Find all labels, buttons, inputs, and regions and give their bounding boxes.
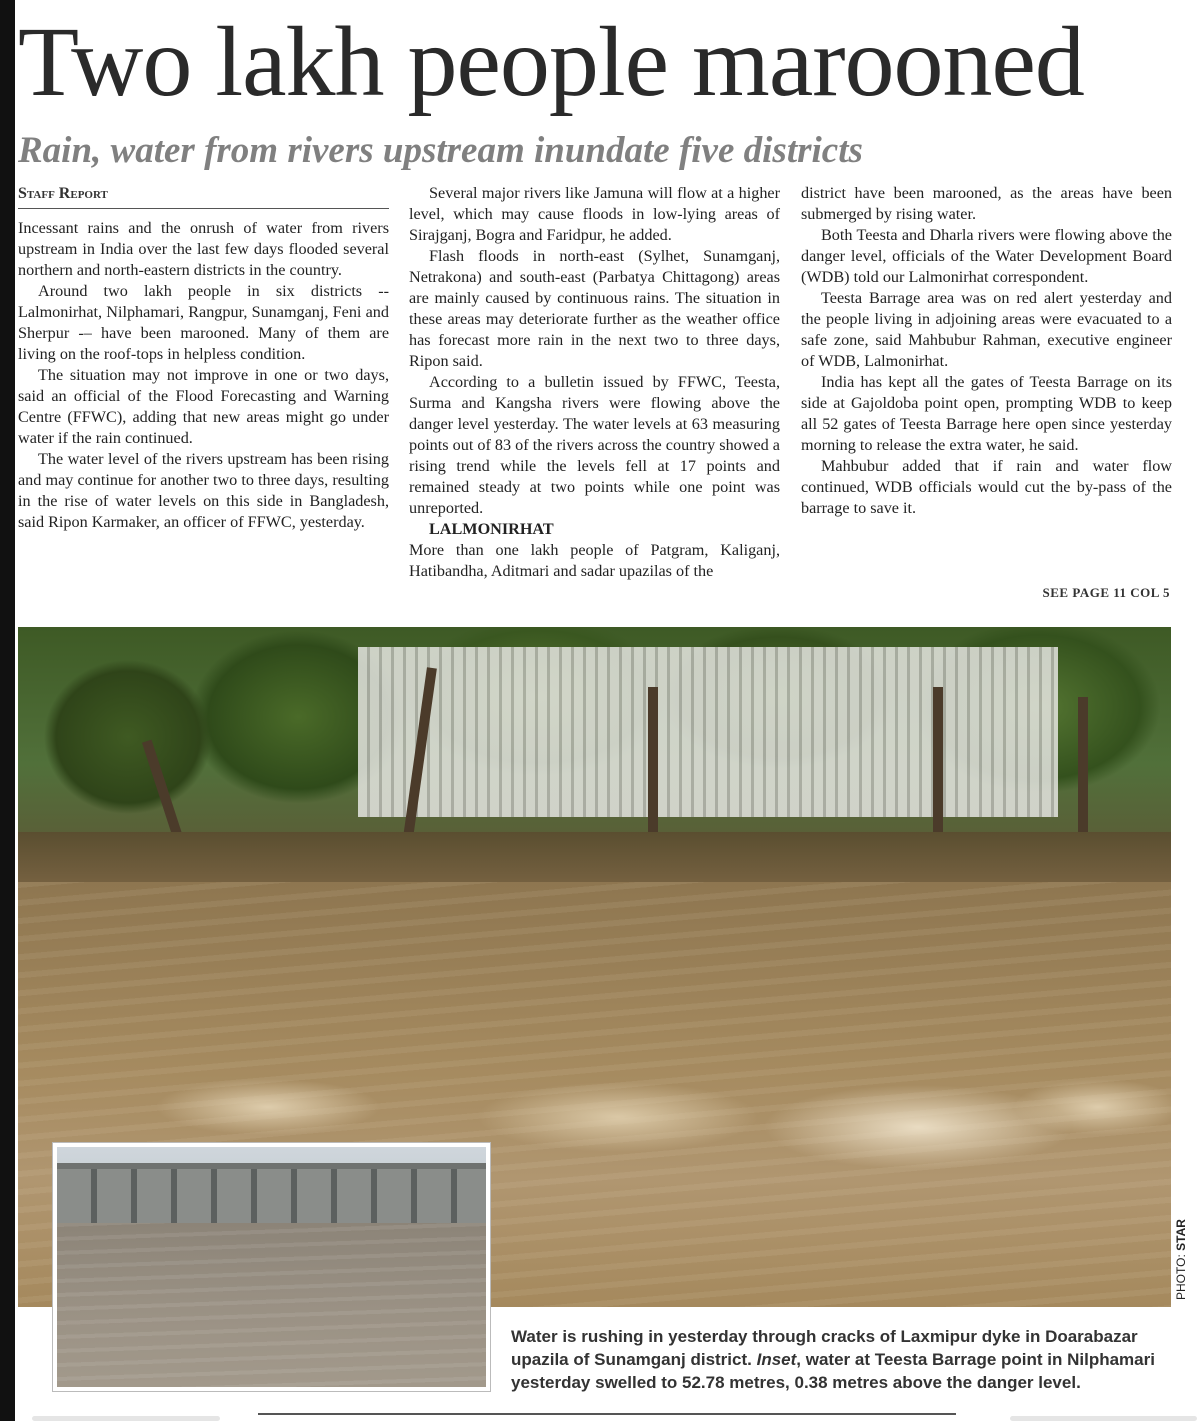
- photo-fence: [358, 647, 1058, 817]
- paragraph-continuation: district have been marooned, as the areas have been submerged by rising water.: [801, 184, 1172, 223]
- paragraph: Several major rivers like Jamuna will flow at a higher level, which may cause floods in low-lying areas of Sirajganj, Bogra and Faridpur, he added.: [409, 184, 780, 244]
- dateline: LALMONIRHAT: [429, 520, 554, 538]
- byline: Staff Report: [18, 183, 389, 209]
- bottom-divider: [32, 1416, 220, 1421]
- subheadline: Rain, water from rivers upstream inundate five districts: [18, 130, 863, 171]
- paragraph: Mahbubur added that if rain and water flow continued, WDB officials would cut the by-pass of the barrage to save it.: [801, 457, 1172, 517]
- paragraph: Teesta Barrage area was on red alert yesterday and the people living in adjoining areas were evacuated to a safe zone, said Mahbubur Rahman, executive engineer of WDB, Lalmonirhat.: [801, 289, 1172, 370]
- inset-photo: [53, 1143, 490, 1391]
- headline: Two lakh people marooned: [18, 6, 1084, 117]
- photo-credit-prefix: PHOTO:: [1174, 1250, 1188, 1300]
- bottom-divider: [1010, 1416, 1197, 1421]
- paragraph: Both Teesta and Dharla rivers were flowing above the danger level, officials of the Water Development Board (WDB) told our Lalmonirhat correspondent.: [801, 226, 1172, 286]
- inset-water: [57, 1223, 490, 1391]
- barrage-gates: [57, 1169, 490, 1223]
- paragraph: Flash floods in north-east (Sylhet, Sunamganj, Netrakona) and south-east (Parbatya Chittagong) areas are mainly caused by continuous rains. The situation in these areas may deteriorate further as the weather office has forecast more rain in the next two to three days, Ripon said.: [409, 247, 780, 370]
- jump-line: SEE PAGE 11 COL 5: [1042, 585, 1170, 600]
- paragraph: Incessant rains and the onrush of water from rivers upstream in India over the last few days flooded several northern and north-eastern districts in the country.: [18, 219, 389, 279]
- paragraph: The water level of the rivers upstream has been rising and may continue for another two to three days, resulting in the rise of water levels on this side in Bangladesh, said Ripon Karmaker, an officer of FFWC, yesterday.: [18, 450, 389, 531]
- paragraph: India has kept all the gates of Teesta Barrage on its side at Gajoldoba point open, prompting WDB to keep all 52 gates of Teesta Barrage here open since yesterday morning to release the extra water, he said.: [801, 373, 1172, 454]
- paragraph: The situation may not improve in one or two days, said an official of the Flood Forecasting and Warning Centre (FFWC), adding that new areas might go under water if the rain continued.: [18, 366, 389, 447]
- photo-credit: [1174, 1200, 1194, 1300]
- paragraph: Around two lakh people in six districts -- Lalmonirhat, Nilphamari, Rangpur, Sunamganj, Feni and Sherpur -– have been marooned. Many of them are living on the roof-tops in helpless condition.: [18, 282, 389, 363]
- article-column-2: [409, 183, 780, 582]
- photo-credit-source: STAR: [1174, 1219, 1188, 1251]
- paragraph: More than one lakh people of Patgram, Kaliganj, Hatibandha, Aditmari and sadar upazilas of the: [409, 541, 780, 580]
- paragraph: According to a bulletin issued by FFWC, Teesta, Surma and Kangsha rivers were flowing above the danger level yesterday. The water levels at 63 measuring points out of 83 of the rivers across the country showed a rising trend while the levels fell at 17 points and remained steady at two points while one point was unreported.: [409, 373, 780, 517]
- caption-text: Water is rushing in yesterday through cracks of Laxmipur dyke in Doarabazar upazila of Sunamganj district.: [511, 1327, 1138, 1369]
- caption-inset-word: Inset: [756, 1350, 797, 1369]
- photo-caption: [511, 1325, 1181, 1394]
- article-column-3: [801, 183, 1172, 519]
- page-edge: [0, 0, 15, 1421]
- caption-text: , water at Teesta Barrage point in Nilphamari yesterday swelled to 52.78 metres, 0.38 metres above the danger level.: [511, 1350, 1155, 1392]
- article-column-1: [18, 183, 389, 533]
- bottom-rule: [258, 1413, 956, 1415]
